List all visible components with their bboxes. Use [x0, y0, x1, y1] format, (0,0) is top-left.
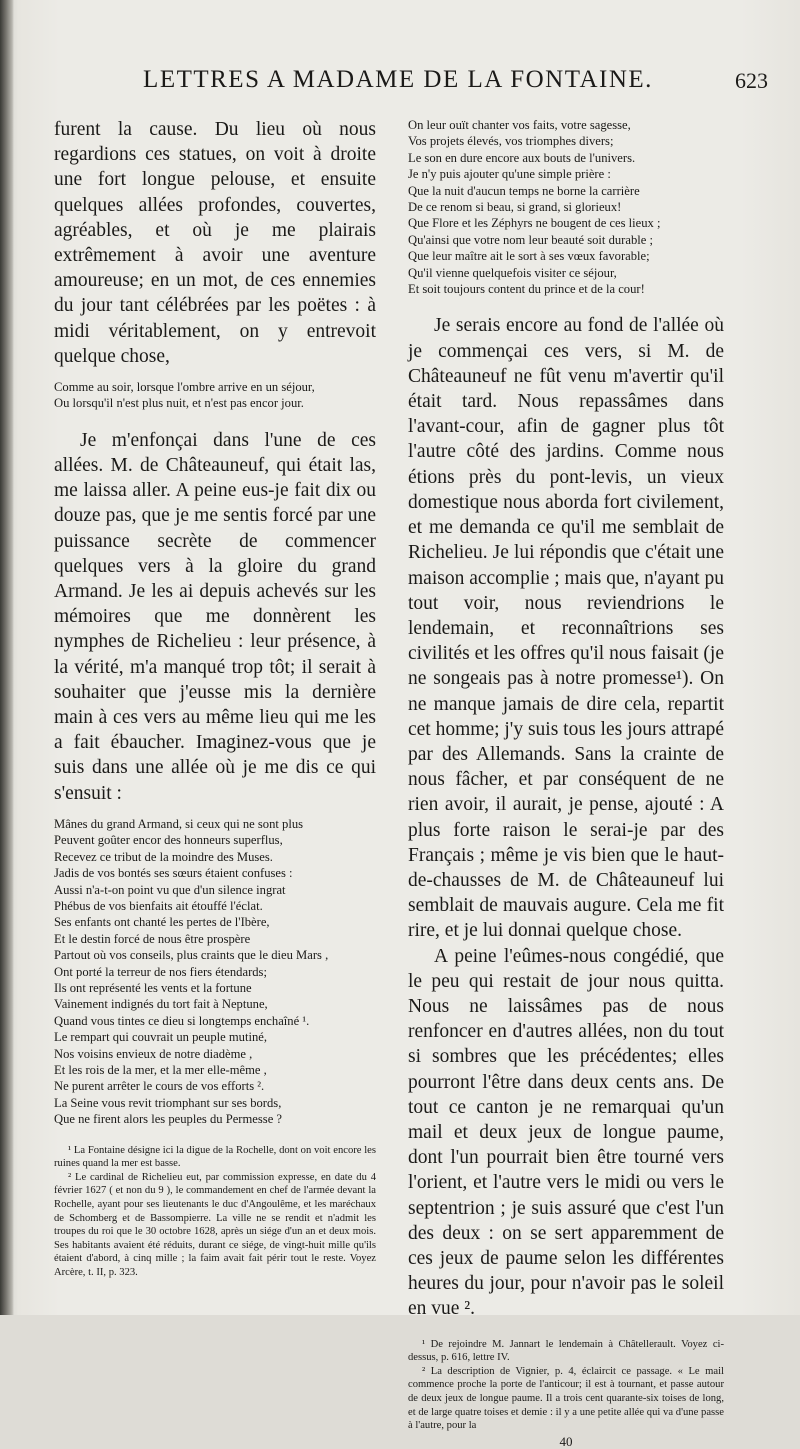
verse-line: Recevez ce tribut de la moindre des Muses. [54, 849, 273, 864]
verse-line: Qu'ainsi que votre nom leur beauté soit durable ; [408, 232, 653, 247]
footnote: ² La description de Vignier, p. 4, éclaircit ce passage. « Le mail commence proche la porte de l'anticour; il est à tournant, et passe autour de deux jeux de longue paume. Il a trois cent quarante-six toises de long, et de large quatre toises et demie : il y a une petite allée qui va d'une passe à l'autre, pour la [408, 1365, 724, 1432]
verse-poem-continued [408, 117, 724, 297]
verse-line: Et les rois de la mer, et la mer elle-même , [54, 1062, 267, 1077]
verse-line: Ont porté la terreur de nos fiers étendards; [54, 964, 267, 979]
verse-line: Ou lorsqu'il n'est plus nuit, et n'est pas encor jour. [54, 396, 304, 411]
signature-mark: 40 [559, 1433, 573, 1449]
verse-line: La Seine vous revit triomphant sur ses bords, [54, 1095, 282, 1110]
verse-poem-armand [54, 816, 376, 1128]
running-head-title: LETTRES A MADAME DE LA FONTAINE. [143, 66, 653, 93]
binding-gutter [0, 0, 14, 1315]
right-column [408, 117, 724, 1448]
verse-line: Que Flore et les Zéphyrs ne bougent de ces lieux ; [408, 216, 661, 231]
verse-line: Ses enfants ont chanté les pertes de l'Ibère, [54, 915, 270, 930]
verse-line: Et le destin forcé de nous être prospère [54, 931, 251, 946]
paragraph-statues: furent la cause. Du lieu où nous regardions ces statues, on voit à droite une fort longue pelouse, et ensuite quelques allées profondes, couvertes, agréables, et où je me plairais extrêmement à avoir une aventure amoureuse; en un mot, de ces ennemies du jour tant célébrées par les poëtes : à midi véritablement, on y entrevoit quelque chose, [54, 119, 376, 367]
verse-line: On leur ouït chanter vos faits, votre sagesse, [408, 118, 631, 132]
verse-line: Nos voisins envieux de notre diadème , [54, 1046, 253, 1061]
paragraph-alleys: Je m'enfonçai dans l'une de ces allées. M. de Châteauneuf, qui était las, me laissa aller. A peine eus-je fait dix ou douze pas, que je me sentis forcé par une puissance secrète de commencer quelques vers à la gloire du grand Armand. Je les ai depuis achevés sur les mémoires que me donnèrent les nymphes de Richelieu : leur présence, à la vérité, m'a manqué trop tôt; il serait à souhaiter que j'eusse mis la dernière main à ces vers au même lieu qui me les a fait ébaucher. Imaginez-vous que je suis dans une allée où je me dis ce qui s'ensuit : [54, 429, 376, 804]
verse-line: Jadis de vos bontés ses sœurs étaient confuses : [54, 866, 293, 881]
verse-line: Vos projets élevés, vos triomphes divers; [408, 134, 614, 149]
verse-line: Que leur maître ait le sort à ses vœux favorable; [408, 249, 650, 264]
footnote: ² Le cardinal de Richelieu eut, par commission expresse, en date du 4 février 1627 ( et non du 9 ), le commandement en chef de l'armée devant la Rochelle, ayant pour ses lieutenants le duc d'Angoulême, et les maréchaux de Schomberg et de Bassompierre. La ville ne se rendit et n'admit les troupes du roi que le 30 octobre 1628, après un siége d'un an et deux mois. Ses habitants avaient été réduits, durant ce siége, de vingt-huit mille qu'ils étaient d'abord, à cinq mille ; la faim avait fait périr tout le reste. Voyez Arcère, t. II, p. 323. [54, 1171, 376, 1278]
verse-line: Que la nuit d'aucun temps ne borne la carrière [408, 183, 640, 198]
paragraph-domestic: Je serais encore au fond de l'allée où je commençai ces vers, si M. de Châteauneuf ne fût venu m'avertir qu'il était tard. Nous repassâmes dans l'avant-cour, afin de gagner plus tôt l'autre côté des jardins. Comme nous étions près du pont-levis, un vieux domestique nous aborda fort civilement, et me demanda ce qu'il me semblait de Richelieu. Je lui répondis que c'était une maison accomplie ; mais que, n'ayant pu tout voir, nous reviendrions le lendemain, et reconnaîtrions ses civilités et les offres qu'il nous faisait (je ne songeais pas à notre promesse¹). On ne manque jamais de dire cela, repartit cet homme; j'y suis tous les jours attrapé par des Allemands. Sans la crainte de nous fâcher, et par conséquent de ne rien avoir, il aurait, je pense, ajouté : A plus forte raison le serai-je par des Français ; même je vis bien que le haut-de-chausses de M. de Châteauneuf lui semblait de mauvais augure. Cela me fit rire, et je lui donnai quelque chose. [408, 315, 724, 942]
footnote: ¹ La Fontaine désigne ici la digue de la Rochelle, dont on voit encore les ruines quand la mer est basse. [54, 1144, 376, 1170]
page-number: 623 [735, 68, 768, 93]
left-column [54, 117, 376, 1280]
footnote: ¹ De rejoindre M. Jannart le lendemain à Châtellerault. Voyez ci-dessus, p. 616, lettre IV. [408, 1338, 724, 1364]
verse-line: Le son en dure encore aux bouts de l'univers. [408, 150, 636, 165]
verse-line: Phébus de vos bienfaits ait étouffé l'éclat. [54, 898, 263, 913]
verse-line: Comme au soir, lorsque l'ombre arrive en un séjour, [54, 380, 315, 395]
verse-line: Qu'il vienne quelquefois visiter ce séjour, [408, 265, 617, 280]
verse-line: Que ne firent alors les peuples du Permesse ? [54, 1112, 283, 1127]
verse-line: Vainement indignés du tort fait à Neptune, [54, 997, 268, 1012]
verse-line: Je n'y puis ajouter qu'une simple prière : [408, 167, 611, 182]
verse-line: Quand vous tintes ce dieu si longtemps enchaîné ¹. [54, 1013, 310, 1028]
verse-line: Partout où vos conseils, plus craints que le dieu Mars , [54, 948, 329, 963]
paragraph-mail: A peine l'eûmes-nous congédié, que le peu qui restait de jour nous quitta. Nous ne laissâmes pas de nous renfoncer en d'autres allées, non du tout si sombres que les précédentes; elles pourront l'être dans deux cents ans. De tout ce canton je ne remarquai qu'un mail et deux jeux de longue paume, dont l'un pourrait bien être tourné vers l'orient, et l'autre vers le midi ou vers le septentrion ; je suis assuré que c'est l'un des deux : on se sert apparemment de ces jeux de paume selon les différentes heures du jour, pour n'avoir pas le soleil en vue ². [408, 945, 724, 1320]
verse-line: Aussi n'a-t-on point vu que d'un silence ingrat [54, 882, 286, 897]
running-head [98, 66, 768, 100]
verse-couplet [54, 379, 376, 412]
verse-line: Ils ont représenté les vents et la fortune [54, 980, 252, 995]
verse-line: Ne purent arrêter le cours de vos efforts ². [54, 1079, 265, 1094]
verse-line: Mânes du grand Armand, si ceux qui ne sont plus [54, 816, 304, 831]
verse-line: Et soit toujours content du prince et de la cour! [408, 282, 645, 297]
verse-line: Le rempart qui couvrait un peuple mutiné, [54, 1030, 267, 1045]
verse-line: De ce renom si beau, si grand, si glorieux! [408, 200, 622, 215]
footnotes-right [408, 1338, 724, 1449]
verse-line: Peuvent goûter encor des honneurs superflus, [54, 833, 283, 848]
footnotes-left [54, 1144, 376, 1280]
